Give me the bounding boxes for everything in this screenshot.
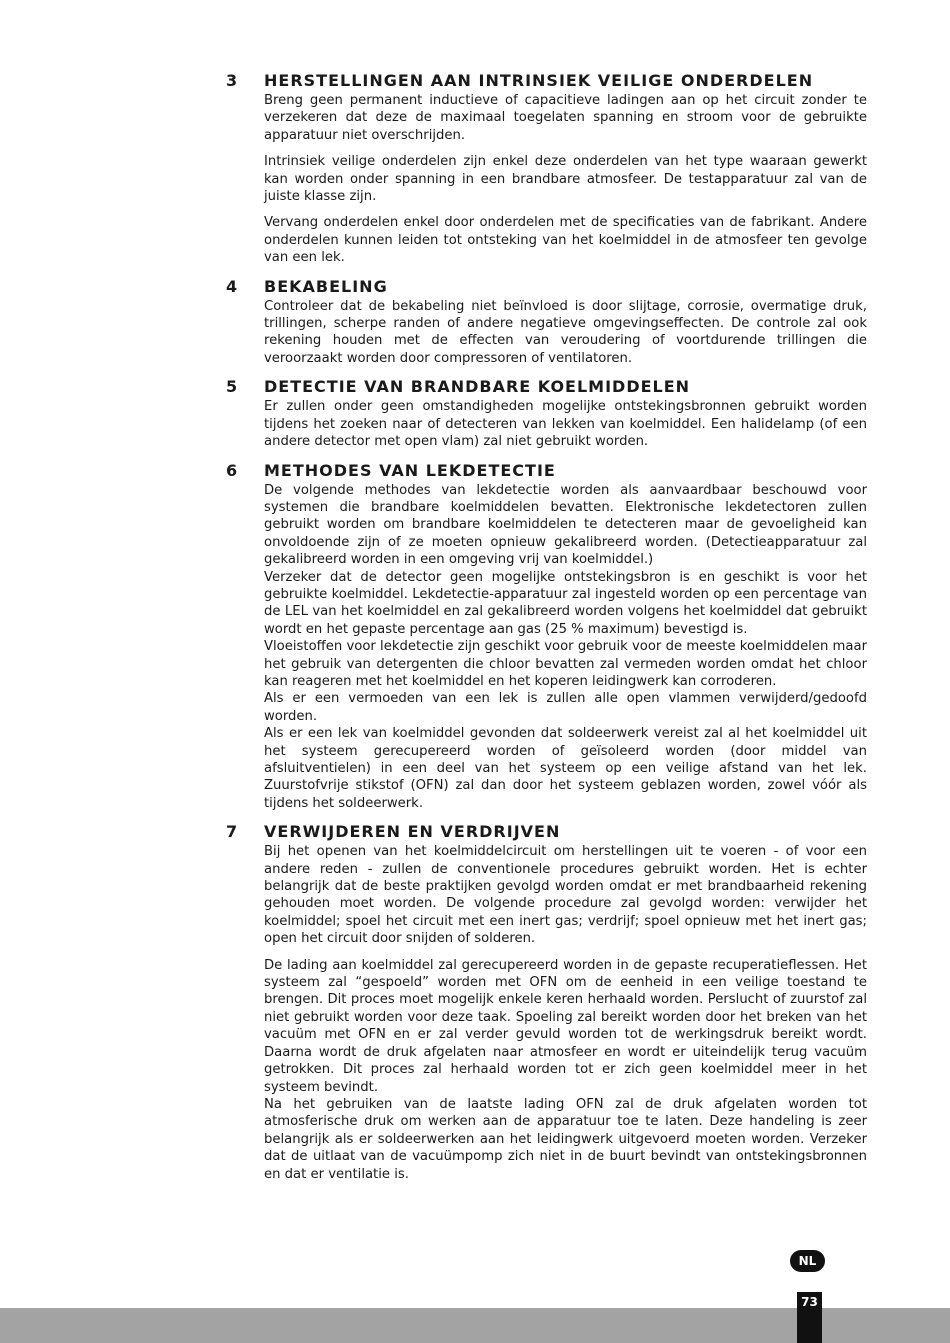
section-title: HERSTELLINGEN AAN INTRINSIEK VEILIGE ONDERDELEN [264, 71, 814, 90]
section-number: 7 [226, 822, 238, 842]
section-4 [226, 276, 867, 368]
section-7 [226, 821, 867, 1183]
section-number: 3 [226, 71, 238, 90]
paragraph: Bij het openen van het koelmiddelcircuit om herstellingen uit te voeren - of voor een andere reden - zullen de conventionele procedures gebruikt worden. Het is echter belangrijk dat de beste praktijken gevolgd worden omdat er met brandbaarheid rekening gehouden moet worden. De volgende procedure zal gevolgd worden: verwijder het koelmiddel; spoel het circuit met een inert gas; verdrijf; spoel opnieuw met het inert gas; open het circuit door snijden of solderen. [264, 844, 867, 947]
paragraph: Verzeker dat de detector geen mogelijke ontstekingsbron is en geschikt is voor het gebruikte koelmiddel. Lekdetectie-apparatuur zal ingesteld worden op een percentage van de LEL van het koelmiddel en zal gekalibreerd worden volgens het koelmiddel dat gebruikt wordt en het gepaste percentage aan gas (25 % maximum) bevestigd is. [264, 569, 867, 637]
paragraph: Er zullen onder geen omstandigheden mogelijke ontstekingsbronnen gebruikt worden tijdens het zoeken naar of detecteren van lekken van koelmiddel. Een halidelamp (of een andere detector met open vlam) zal niet gebruikt worden. [264, 399, 867, 450]
paragraph: De volgende methodes van lekdetectie worden als aanvaardbaar beschouwd voor systemen die brandbare koelmiddelen bevatten. Elektronische lekdetectoren zullen gebruikt worden om brandbare koelmiddelen te detecteren maar de gevoeligheid kan onvoldoende zijn of ze moeten opnieuw gekalibreerd worden. (Detectieapparatuur zal gekalibreerd worden in een omgeving vrij van koelmiddel.) [264, 482, 867, 568]
paragraph: Vervang onderdelen enkel door onderdelen met de specificaties van de fabrikant. Andere onderdelen kunnen leiden tot ontsteking van het koelmiddel in de atmosfeer ten gevolge van een lek. [264, 215, 867, 266]
section-5 [226, 376, 867, 450]
section-number: 5 [226, 377, 238, 397]
section-3 [226, 70, 867, 267]
section-title: BEKABELING [264, 276, 388, 296]
paragraph: Intrinsiek veilige onderdelen zijn enkel deze onderdelen van het type waaraan gewerkt kan worden onder spanning in een brandbare atmosfeer. De testapparatuur zal van de juiste klasse zijn. [264, 154, 867, 205]
paragraph: Breng geen permanent inductieve of capacitieve ladingen aan op het circuit zonder te verzekeren dat deze de maximaal toegelaten spanning en stroom voor de gebruikte apparatuur niet overschrijden. [264, 93, 867, 143]
section-title: DETECTIE VAN BRANDBARE KOELMIDDELEN [264, 377, 691, 397]
language-badge: NL [790, 1250, 825, 1272]
section-title: METHODES VAN LEKDETECTIE [264, 460, 556, 480]
page-number: 73 [797, 1292, 822, 1343]
paragraph: De lading aan koelmiddel zal gerecupereerd worden in de gepaste recuperatieflessen. Het systeem zal “gespoeld” worden met OFN om de eenheid in een veilige toestand te brengen. Dit proces moet mogelijk enkele keren herhaald worden. Perslucht of zuurstof zal niet gebruikt worden voor deze taak. Spoeling zal bereikt worden door het breken van het vacuüm met OFN en er zal verder gevuld worden tot de werkingsdruk bereikt wordt. Daarna wordt de druk afgelaten naar atmosfeer en wordt er uiteindelijk terug vacuüm getrokken. Dit proces zal herhaald worden tot er zich geen koelmiddel meer in het systeem bevindt. [264, 957, 867, 1095]
section-number: 4 [226, 276, 238, 296]
paragraph: Als er een lek van koelmiddel gevonden dat soldeerwerk vereist zal al het koelmiddel uit het systeem gerecupereerd worden of geïsoleerd worden (door middel van afsluitventielen) in een deel van het systeem op een veilige afstand van het lek. Zuurstofvrije stikstof (OFN) zal dan door het systeem geblazen worden, zowel vóór als tijdens het soldeerwerk. [264, 726, 867, 811]
section-6 [226, 460, 867, 813]
paragraph: Controleer dat de bekabeling niet beïnvloed is door slijtage, corrosie, overmatige druk, trillingen, scherpe randen of andere negatieve omgevingseffecten. De controle zal ook rekening houden met de effecten van veroudering of voortdurende trillingen die veroorzaakt worden door compressoren of ventilatoren. [264, 298, 867, 366]
section-number: 6 [226, 460, 238, 480]
document-body [226, 70, 867, 1183]
section-title: VERWIJDEREN EN VERDRIJVEN [264, 822, 561, 842]
paragraph: Vloeistoffen voor lekdetectie zijn geschikt voor gebruik voor de meeste koelmiddelen maar het gebruik van detergenten die chloor bevatten zal vermeden worden omdat het chloor kan reageren met het koelmiddel en het koperen leidingwerk kan corroderen. [264, 639, 867, 689]
paragraph: Als er een vermoeden van een lek is zullen alle open vlammen verwijderd/gedoofd worden. [264, 691, 867, 724]
paragraph: Na het gebruiken van de laatste lading OFN zal de druk afgelaten worden tot atmosferische druk om werken aan de apparatuur toe te laten. Deze handeling is zeer belangrijk als er soldeerwerken aan het leidingwerk uitgevoerd moeten worden. Verzeker dat de uitlaat van de vacuümpomp zich niet in de buurt bevindt van ontstekingsbronnen en dat er ventilatie is. [264, 1096, 867, 1182]
